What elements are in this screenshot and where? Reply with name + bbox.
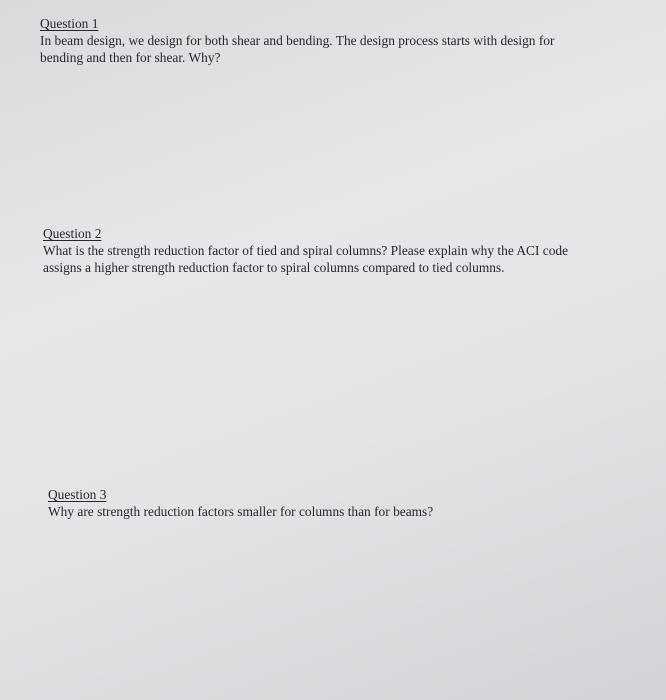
question-2 [43, 225, 643, 276]
question-3 [48, 486, 638, 520]
question-1-text-line-2: bending and then for shear. Why? [40, 50, 221, 65]
question-3-title: Question 3 [48, 487, 107, 502]
question-2-text-line-2: assigns a higher strength reduction factor to spiral columns compared to tied columns. [43, 260, 505, 275]
question-1-title: Question 1 [40, 16, 99, 31]
question-2-title: Question 2 [43, 226, 102, 241]
question-1-text-line-1: In beam design, we design for both shear and bending. The design process starts with design for [40, 33, 555, 48]
question-1 [40, 15, 630, 66]
question-3-text-line-1: Why are strength reduction factors smaller for columns than for beams? [48, 504, 434, 519]
question-2-text-line-1: What is the strength reduction factor of tied and spiral columns? Please explain why the ACI code [43, 243, 569, 258]
